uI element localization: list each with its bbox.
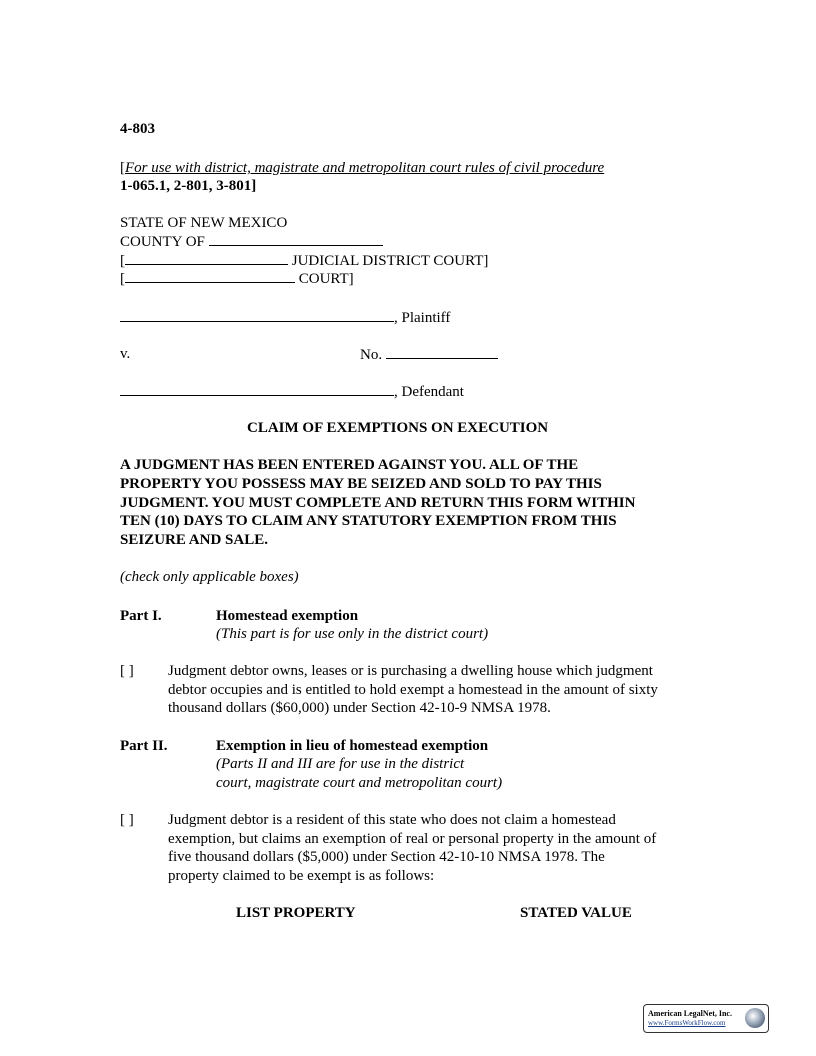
state-label: STATE OF NEW MEXICO xyxy=(120,215,288,231)
form-number: 4-803 xyxy=(120,121,155,137)
defendant-line xyxy=(120,382,464,401)
case-number-label: No. xyxy=(360,347,383,363)
stated-value-header: STATED VALUE xyxy=(520,905,632,921)
county-line xyxy=(120,232,383,251)
american-legalnet-logo[interactable] xyxy=(643,1004,769,1033)
instruction: (check only applicable boxes) xyxy=(120,569,299,585)
form-title: CLAIM OF EXEMPTIONS ON EXECUTION xyxy=(247,420,549,436)
part2-note-line-1: (Parts II and III are for use in the district xyxy=(216,756,465,772)
court-label: COURT] xyxy=(298,271,354,287)
versus-label: v. xyxy=(120,346,131,362)
county-blank[interactable] xyxy=(209,232,383,246)
part1-text-line-1: Judgment debtor owns, leases or is purchasing a dwelling house which judgment xyxy=(168,663,653,679)
bracket-open: [ xyxy=(120,253,125,269)
notice-line-3: JUDGMENT. YOU MUST COMPLETE AND RETURN THIS FORM WITHIN xyxy=(120,495,636,511)
notice-line-2: PROPERTY YOU POSSESS MAY BE SEIZED AND SOLD TO PAY THIS xyxy=(120,476,602,492)
notice-line-5: SEIZURE AND SALE. xyxy=(120,532,268,548)
notice-line-1: A JUDGMENT HAS BEEN ENTERED AGAINST YOU. ALL OF THE xyxy=(120,457,579,473)
part1-note: (This part is for use only in the district court) xyxy=(216,626,489,642)
bracket-open: [ xyxy=(120,160,125,176)
globe-icon xyxy=(745,1008,765,1028)
part2-heading: Exemption in lieu of homestead exemption xyxy=(216,738,489,754)
part2-checkbox[interactable]: [ ] xyxy=(120,812,134,828)
court-name-blank[interactable] xyxy=(125,269,295,283)
part1-label: Part I. xyxy=(120,608,162,624)
part1-text-line-3: thousand dollars ($60,000) under Section 42-10-9 NMSA 1978. xyxy=(168,700,551,716)
plaintiff-line xyxy=(120,308,450,327)
part2-text-line-4: property claimed to be exempt is as follows: xyxy=(168,868,435,884)
notice-line-4: TEN (10) DAYS TO CLAIM ANY STATUTORY EXEMPTION FROM THIS xyxy=(120,513,617,529)
part2-text-line-1: Judgment debtor is a resident of this state who does not claim a homestead xyxy=(168,812,616,828)
part2-text-line-2: exemption, but claims an exemption of real or personal property in the amount of xyxy=(168,831,657,847)
part2-label: Part II. xyxy=(120,738,168,754)
defendant-blank[interactable] xyxy=(120,382,394,396)
rules-reference-line1 xyxy=(120,159,604,177)
logo-company-name: American LegalNet, Inc. xyxy=(648,1009,732,1018)
list-property-header: LIST PROPERTY xyxy=(236,905,356,921)
case-number-blank[interactable] xyxy=(386,345,498,359)
part1-heading: Homestead exemption xyxy=(216,608,359,624)
plaintiff-blank[interactable] xyxy=(120,308,394,322)
defendant-label: , Defendant xyxy=(394,384,464,400)
logo-url[interactable]: www.FormsWorkFlow.com xyxy=(648,1019,726,1027)
case-number-line xyxy=(360,345,498,364)
rules-reference-line2: 1-065.1, 2-801, 3-801] xyxy=(120,178,257,194)
plaintiff-label: , Plaintiff xyxy=(394,310,451,326)
rules-reference-italic: For use with district, magistrate and metropolitan court rules of civil procedure xyxy=(125,160,605,176)
part2-note-line-2: court, magistrate court and metropolitan court) xyxy=(216,775,503,791)
part2-text-line-3: five thousand dollars ($5,000) under Section 42-10-10 NMSA 1978. The xyxy=(168,849,605,865)
bracket-open: [ xyxy=(120,271,125,287)
district-number-blank[interactable] xyxy=(125,251,288,265)
district-court-label: JUDICIAL DISTRICT COURT] xyxy=(291,253,489,269)
county-label: COUNTY OF xyxy=(120,234,205,250)
part1-text-line-2: debtor occupies and is entitled to hold exempt a homestead in the amount of sixty xyxy=(168,682,658,698)
district-court-line xyxy=(120,251,488,270)
part1-checkbox[interactable]: [ ] xyxy=(120,663,134,679)
court-line xyxy=(120,269,354,288)
